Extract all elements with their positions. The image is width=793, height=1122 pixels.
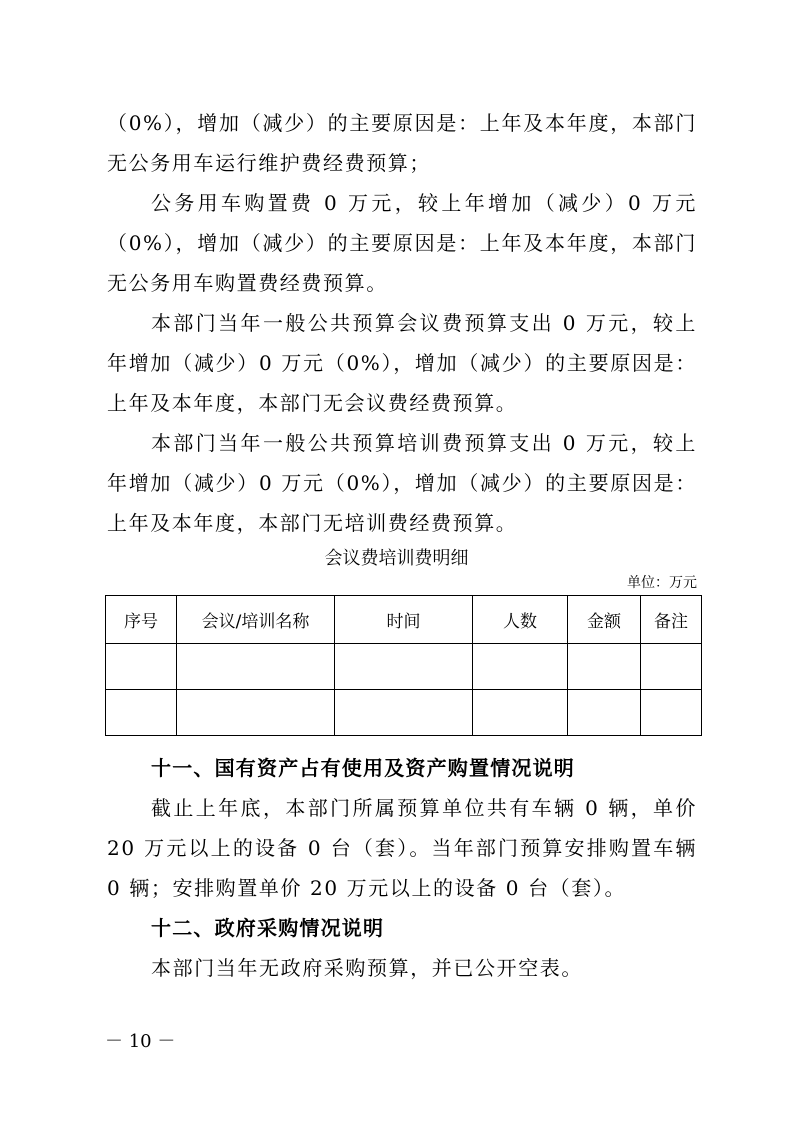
table-title: 会议费培训费明细	[324, 548, 469, 569]
column-header-time: 时间	[335, 596, 473, 644]
meeting-training-table	[105, 595, 702, 736]
table-header-row	[106, 596, 702, 644]
table-cell	[335, 644, 473, 690]
column-header-remark: 备注	[641, 596, 702, 644]
table-cell	[641, 690, 702, 736]
table-cell	[641, 644, 702, 690]
table-unit: 单位：万元	[627, 575, 697, 591]
section-12-paragraph: 本部门当年无政府采购预算，并已公开空表。	[151, 956, 583, 980]
table-cell	[568, 690, 641, 736]
table-cell	[106, 690, 177, 736]
table-row	[106, 690, 702, 736]
table-cell	[335, 690, 473, 736]
table-cell	[568, 644, 641, 690]
table-cell	[473, 690, 568, 736]
section-11-heading: 十一、国有资产占有使用及资产购置情况说明	[151, 756, 575, 780]
paragraph-vehicle-purchase: 公务用车购置费 0 万元，较上年增加（减少）0 万元（0%），增加（减少）的主要原因是：上年及本年度，本部门无公务用车购置费经费预算。	[107, 191, 697, 295]
paragraph-vehicle-maintenance: （0%），增加（减少）的主要原因是：上年及本年度，本部门无公务用车运行维护费经费预算；	[107, 111, 697, 175]
column-header-amount: 金额	[568, 596, 641, 644]
paragraph-training-fee: 本部门当年一般公共预算培训费预算支出 0 万元，较上年增加（减少）0 万元（0%），增加（减少）的主要原因是：上年及本年度，本部门无培训费经费预算。	[107, 431, 697, 535]
table-cell	[473, 644, 568, 690]
page-number: － 10 －	[105, 1031, 176, 1052]
section-12-heading: 十二、政府采购情况说明	[151, 916, 385, 940]
paragraph-meeting-fee: 本部门当年一般公共预算会议费预算支出 0 万元，较上年增加（减少）0 万元（0%），增加（减少）的主要原因是：上年及本年度，本部门无会议费经费预算。	[107, 311, 697, 415]
table-cell	[106, 644, 177, 690]
table-row	[106, 644, 702, 690]
section-11-paragraph: 截止上年底，本部门所属预算单位共有车辆 0 辆，单价 20 万元以上的设备 0 台（套）。当年部门预算安排购置车辆 0 辆；安排购置单价 20 万元以上的设备 0 台（套）。	[107, 796, 697, 900]
column-header-name: 会议/培训名称	[177, 596, 335, 644]
table-cell	[177, 690, 335, 736]
column-header-index: 序号	[106, 596, 177, 644]
table-cell	[177, 644, 335, 690]
column-header-people: 人数	[473, 596, 568, 644]
